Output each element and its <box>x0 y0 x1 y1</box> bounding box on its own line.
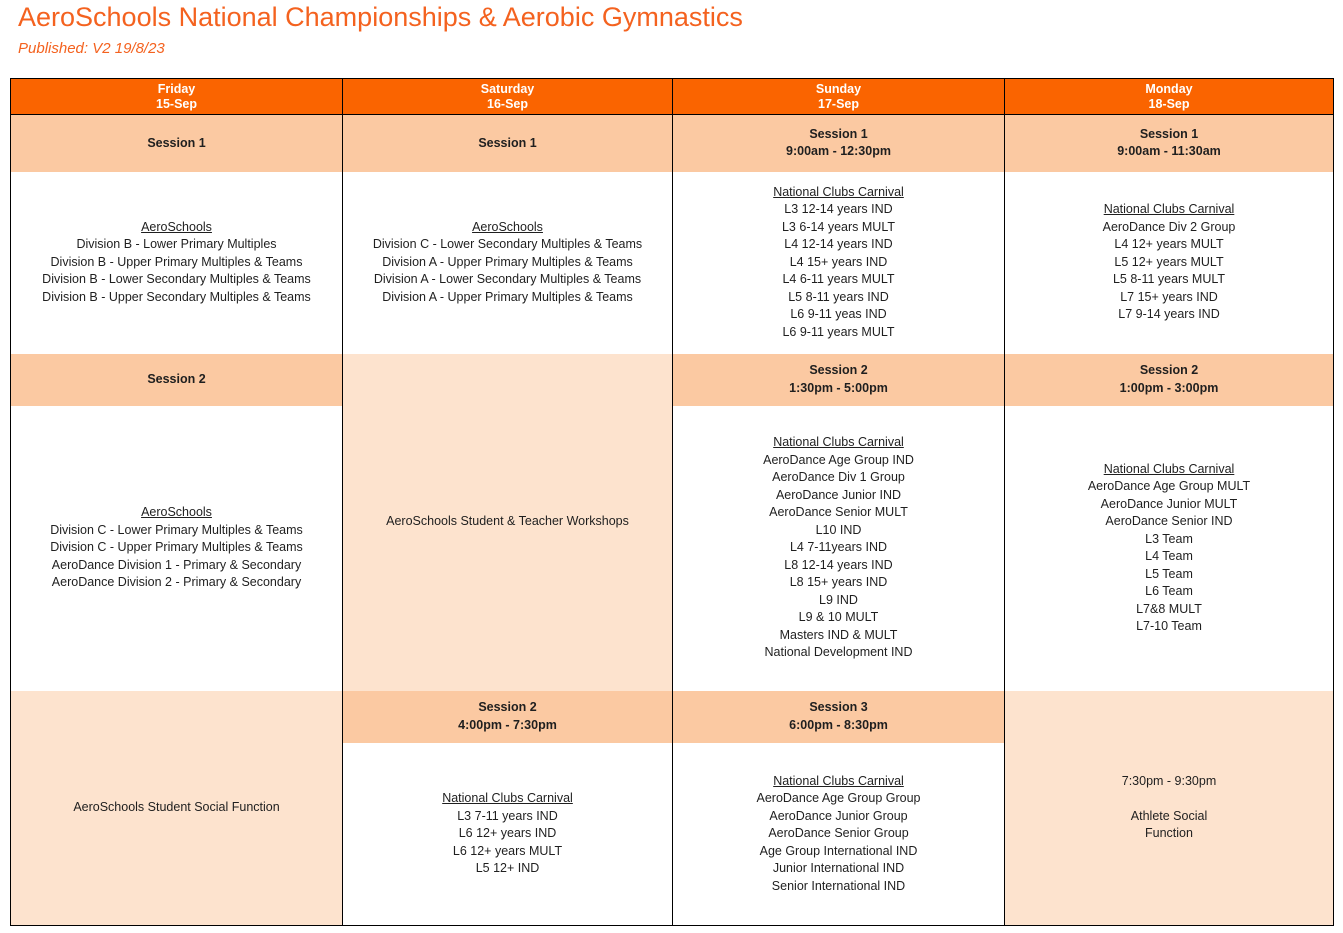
schedule-table-wrapper <box>10 78 1333 925</box>
session2-content-row <box>11 406 1334 691</box>
cell-monday-session2 <box>1005 406 1334 691</box>
session-label: Session 2 <box>809 363 868 377</box>
cell-monday-session1 <box>1005 172 1334 354</box>
session-time: 6:00pm - 8:30pm <box>789 717 888 732</box>
cell-content <box>1005 769 1333 847</box>
session-time: 9:00am - 11:30am <box>1117 144 1221 159</box>
event-line: L5 12+ years MULT <box>1114 254 1224 269</box>
event-line: L3 7-11 years IND <box>457 808 558 823</box>
event-line: L4 12-14 years IND <box>784 237 893 252</box>
event-line: L7 15+ years IND <box>1120 289 1218 304</box>
session-label: Session 2 <box>1139 363 1199 377</box>
event-line: L4 7-11years IND <box>789 540 888 555</box>
day-header-row <box>11 79 1334 115</box>
group-title: National Clubs Carnival <box>1103 461 1235 476</box>
plain-line: AeroSchools Student & Teacher Workshops <box>386 514 629 529</box>
session-label: Session 1 <box>809 126 868 141</box>
event-line: L3 Team <box>1145 531 1193 546</box>
group-title: AeroSchools <box>472 219 543 234</box>
session-label: Session 3 <box>809 700 868 714</box>
event-line: L9 & 10 MULT <box>798 610 879 625</box>
event-line: AeroDance Age Group IND <box>763 452 914 467</box>
event-line: L6 12+ years MULT <box>452 843 563 858</box>
cell-sunday-session1 <box>673 172 1005 354</box>
session1-band-row <box>11 115 1334 172</box>
event-line: L10 IND <box>815 522 862 537</box>
event-line: Division B - Lower Primary Multiples <box>76 237 277 252</box>
event-line: L6 9-11 years MULT <box>782 324 895 339</box>
event-line: Division B - Upper Secondary Multiples & Teams <box>42 289 311 304</box>
cell-content <box>1005 457 1333 640</box>
cell-content <box>343 215 672 311</box>
session-time: 1:00pm - 3:00pm <box>1119 380 1219 395</box>
event-line: Division C - Upper Primary Multiples & Teams <box>50 540 303 555</box>
title-block <box>0 0 1343 58</box>
day-name: Sunday <box>815 81 862 96</box>
cell-friday-session1 <box>11 172 343 354</box>
session-band-friday-1 <box>11 115 343 172</box>
spacer <box>1011 791 1327 808</box>
day-name: Monday <box>1145 81 1193 96</box>
day-header-saturday <box>343 79 673 115</box>
session-label: Session 1 <box>147 135 206 150</box>
event-line: AeroDance Junior MULT <box>1100 496 1238 511</box>
day-date: 17-Sep <box>818 96 859 111</box>
event-line: Division A - Upper Primary Multiples & Teams <box>382 289 633 304</box>
session-time: 1:30pm - 5:00pm <box>789 380 888 395</box>
group-title: National Clubs Carnival <box>773 435 904 450</box>
event-line: L3 6-14 years MULT <box>781 219 895 234</box>
session-label: Session 1 <box>1139 126 1199 141</box>
event-line: L4 12+ years MULT <box>1114 237 1224 252</box>
event-line: L8 15+ years IND <box>789 575 888 590</box>
event-line: Junior International IND <box>772 861 905 875</box>
cell-content <box>673 180 1004 346</box>
day-date: 16-Sep <box>487 96 528 111</box>
event-line: L6 12+ years IND <box>458 826 557 840</box>
cell-content <box>673 769 1004 900</box>
group-title: National Clubs Carnival <box>773 773 904 788</box>
session-time: 9:00am - 12:30pm <box>786 144 891 159</box>
cell-friday-session2 <box>11 406 343 691</box>
event-line: L9 IND <box>819 592 858 607</box>
event-line: L5 Team <box>1145 566 1193 581</box>
cell-content <box>11 795 342 821</box>
event-line: AeroDance Age Group MULT <box>1087 479 1251 493</box>
event-line: L5 8-11 years IND <box>788 289 889 304</box>
event-line: L6 Team <box>1145 584 1193 598</box>
group-title: National Clubs Carnival <box>442 791 573 805</box>
session-band-saturday-1 <box>343 115 673 172</box>
cell-sunday-session3 <box>673 743 1005 926</box>
event-line: Age Group International IND <box>759 843 918 858</box>
group-title: AeroSchools <box>141 219 212 234</box>
event-line: L6 9-11 yeas IND <box>790 307 887 322</box>
cell-sunday-session2 <box>673 406 1005 691</box>
social-time: 7:30pm - 9:30pm <box>1121 774 1217 788</box>
day-date: 15-Sep <box>156 96 197 111</box>
event-line: AeroDance Age Group Group <box>756 791 921 805</box>
session-time: 4:00pm - 7:30pm <box>458 717 557 732</box>
event-line: Division B - Upper Primary Multiples & Teams <box>50 254 303 269</box>
event-line: AeroDance Junior IND <box>775 487 902 502</box>
event-line: AeroDance Senior IND <box>1105 514 1233 528</box>
session-band-monday-1 <box>1005 115 1334 172</box>
cell-monday-athlete-social <box>1005 691 1334 926</box>
cell-content <box>673 430 1004 666</box>
session-band-sunday-3 <box>673 691 1005 743</box>
day-name: Saturday <box>480 81 535 96</box>
cell-content <box>11 500 342 596</box>
event-line: AeroDance Senior MULT <box>769 505 908 520</box>
event-line: Division A - Upper Primary Multiples & Teams <box>382 254 633 269</box>
event-line: AeroDance Senior Group <box>768 826 909 840</box>
published-version: Published: V2 19/8/23 <box>18 40 165 57</box>
day-name: Friday <box>157 81 196 96</box>
session-band-monday-2 <box>1005 354 1334 406</box>
event-line: L7&8 MULT <box>1136 601 1202 616</box>
group-title: National Clubs Carnival <box>1103 202 1235 217</box>
group-title: AeroSchools <box>141 505 212 520</box>
event-line: L7-10 Team <box>1136 619 1202 633</box>
event-line: L5 12+ IND <box>475 861 540 875</box>
cell-saturday-session1 <box>343 172 673 354</box>
plain-line: Function <box>1145 826 1193 840</box>
cell-content <box>343 786 672 882</box>
session-band-sunday-1 <box>673 115 1005 172</box>
day-header-monday <box>1005 79 1334 115</box>
schedule-table <box>10 78 1334 926</box>
event-line: Division A - Lower Secondary Multiples & Teams <box>373 272 642 287</box>
cell-saturday-workshops <box>343 354 673 691</box>
event-line: AeroDance Div 1 Group <box>772 470 905 485</box>
event-line: L7 9-14 years IND <box>1118 307 1220 322</box>
cell-saturday-session2-evening <box>343 743 673 926</box>
session2-band-row <box>11 354 1334 406</box>
day-date: 18-Sep <box>1148 96 1190 111</box>
cell-content <box>343 509 672 535</box>
session-band-friday-2 <box>11 354 343 406</box>
event-line: Masters IND & MULT <box>779 627 898 642</box>
event-line: National Development IND <box>764 645 913 660</box>
event-line: L4 Team <box>1145 549 1193 563</box>
group-title: National Clubs Carnival <box>773 184 904 199</box>
event-line: Senior International IND <box>771 878 906 893</box>
event-line: L8 12-14 years IND <box>784 557 893 572</box>
day-header-friday <box>11 79 343 115</box>
event-line: L4 15+ years IND <box>789 254 888 269</box>
event-line: Division C - Lower Secondary Multiples & Teams <box>372 237 643 252</box>
session3-band-row <box>11 691 1334 743</box>
session-label: Session 2 <box>147 371 206 386</box>
event-line: Division B - Lower Secondary Multiples & Teams <box>42 272 311 287</box>
session-label: Session 2 <box>478 700 537 714</box>
event-line: AeroDance Junior Group <box>769 808 908 823</box>
event-line: AeroDance Div 2 Group <box>1102 219 1236 234</box>
plain-line: AeroSchools Student Social Function <box>73 800 280 814</box>
page-title: AeroSchools National Championships & Aerobic Gymnastics <box>18 2 743 32</box>
event-line: L5 8-11 years MULT <box>1112 272 1226 287</box>
session-label: Session 1 <box>478 135 537 150</box>
cell-content <box>11 215 342 311</box>
event-line: Division C - Lower Primary Multiples & Teams <box>50 522 303 537</box>
event-line: L4 6-11 years MULT <box>782 272 895 287</box>
session-band-sunday-2 <box>673 354 1005 406</box>
event-line: AeroDance Division 1 - Primary & Secondary <box>51 557 302 572</box>
session1-content-row <box>11 172 1334 354</box>
cell-friday-social-function <box>11 691 343 926</box>
event-line: AeroDance Division 2 - Primary & Secondary <box>51 575 302 590</box>
session-band-saturday-3 <box>343 691 673 743</box>
plain-line: Athlete Social <box>1130 808 1208 823</box>
cell-content <box>1005 197 1333 328</box>
day-header-sunday <box>673 79 1005 115</box>
event-line: L3 12-14 years IND <box>784 202 893 217</box>
